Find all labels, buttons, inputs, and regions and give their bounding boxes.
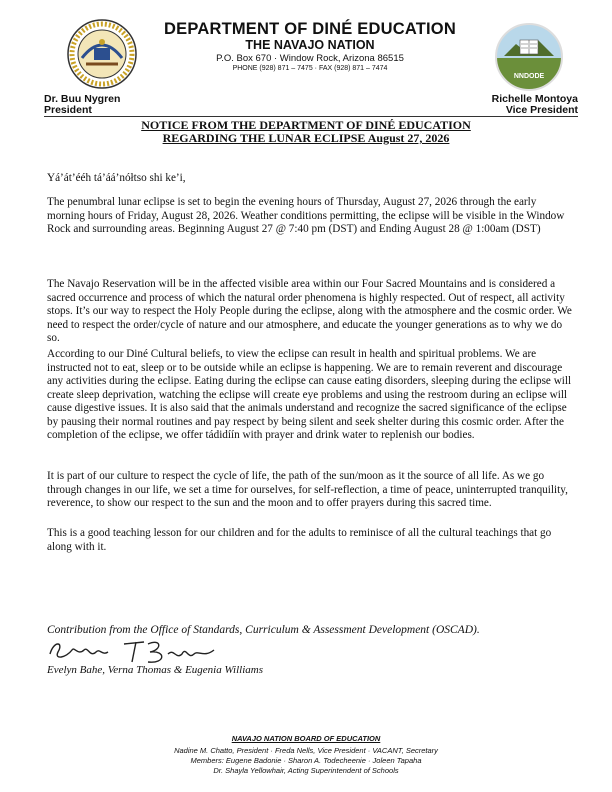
notice-title-line2: REGARDING THE LUNAR ECLIPSE August 27, 2026 (162, 131, 450, 145)
paragraph-cultural-beliefs: According to our Diné Cultural beliefs, to view the eclipse can result in health and spiritual problems. We are instructed not to eat, sleep or to be outside while an eclipse is happening. We are to remain reverent and discourage any activities during the eclipse. Eating during the eclipse can cause eating disorders, sleeping during the eclipse will create sleep deprivation, watching the eclipse will create eye problems and using the restroom during an eclipse will cause digestive issues. It is also said that the animals understand and recognize the sacred significance of the eclipse by pausing their normal routines and pay respect by being silent and seek shelter during this cosmic order. After the completion of the eclipse, we offer tádidíín with prayer and drink water to replenish our bodies. (47, 348, 572, 441)
board-title: NAVAJO NATION BOARD OF EDUCATION (231, 734, 381, 743)
vice-president-title: Vice President (505, 104, 578, 116)
navajo-nation-seal-icon (66, 18, 138, 90)
nndode-logo-icon (494, 22, 564, 92)
handwritten-signature (44, 636, 224, 666)
paragraph-sacred-occurrence: The Navajo Reservation will be in the affected visible area within our Four Sacred Mountains and is considered a sacred occurrence and process of which the natural order phenomena is highly respected. Out of respect, all activity stops. It’s our way to respect the Holy People during the eclipse, along with the atmosphere and the cosmic order. We need to respect the order/cycle of nature and our atmosphere, and educate the younger generations as to why we do so. (47, 278, 572, 344)
notice-title-line1: NOTICE FROM THE DEPARTMENT OF DINÉ EDUCATION (141, 118, 471, 132)
president-name: Dr. Buu Nygren (44, 93, 121, 105)
paragraph-teaching-lesson: This is a good teaching lesson for our children and for the adults to reminisce of all the cultural teachings that go along with it. (47, 527, 552, 553)
department-name: DEPARTMENT OF DINÉ EDUCATION (164, 20, 456, 38)
paragraph-eclipse-timing: The penumbral lunar eclipse is set to begin the evening hours of Thursday, August 27, 2026 through the early morning hours of Friday, August 28, 2026. Weather conditions permitting, the eclipse will be visible in the Window Rock and surrounding areas. Beginning August 27 @ 7:40 pm (DST) and Ending August 28 @ 1:00am (DST) (47, 196, 565, 235)
president-title: President (44, 104, 92, 116)
phone-fax: PHONE (928) 871 – 7475 · FAX (928) 871 – 7474 (232, 65, 388, 72)
board-superintendent: Dr. Shayla Yellowhair, Acting Superintendent of Schools (213, 766, 399, 775)
paragraph-cycle-of-life: It is part of our culture to respect the cycle of life, the path of the sun/moon as it the source of all life. As we go through changes in our life, we set a time for ourselves, for self-reflection, a time of peace, uninterrupted tranquility, reverence, to show our respect to the sun and the moon and to offer prayers during this sacred time. (47, 470, 568, 509)
board-officers: Nadine M. Chatto, President · Freda Nells, Vice President · VACANT, Secretary (174, 746, 438, 755)
logo-label: NNDODE (513, 73, 545, 80)
header-divider (44, 116, 578, 117)
nation-name: THE NAVAJO NATION (245, 38, 375, 52)
vice-president-name: Richelle Montoya (491, 93, 578, 105)
signer-names: Evelyn Bahe, Verna Thomas & Eugenia Williams (47, 664, 263, 676)
address: P.O. Box 670 · Window Rock, Arizona 86515 (216, 53, 404, 64)
board-members: Members: Eugene Badonie · Sharon A. Todecheenie · Joleen Tapaha (190, 756, 422, 765)
greeting: Yá’át’ééh tá’áá’nółtso shi ke’i, (47, 172, 186, 184)
contribution-note: Contribution from the Office of Standards, Curriculum & Assessment Development (OSCAD). (47, 624, 480, 636)
